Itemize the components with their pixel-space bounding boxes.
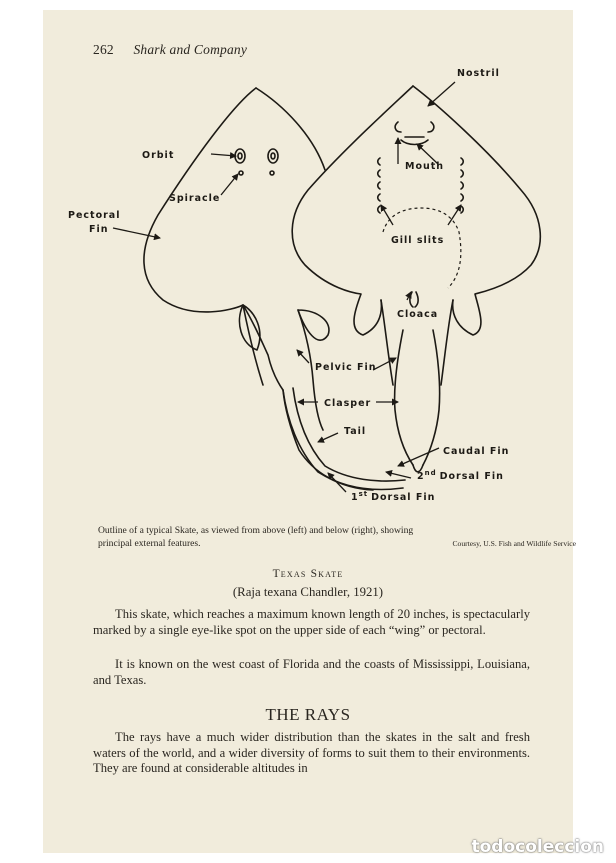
label-spiracle: Spiracle (169, 193, 221, 204)
figure-caption (98, 524, 576, 550)
figure-credit: Courtesy, U.S. Fish and Wildlife Service (452, 539, 576, 548)
running-title: Shark and Company (133, 42, 248, 57)
species-name: (Raja texana Chandler, 1921) (232, 585, 384, 599)
paragraph-rays: The rays have a much wider distribution than the skates in the salt and fresh waters of the world, and a wider diversity of forms to suit them to their environments. They are found at considerable altitudes in (93, 730, 530, 775)
page-number: 262 (93, 42, 114, 57)
book-page (43, 10, 576, 853)
label-pectoral: Pectoral (68, 210, 121, 221)
label-cloaca: Cloaca (397, 309, 439, 320)
label-pelvic-fin: Pelvic Fin (315, 362, 377, 373)
label-2nd-dorsal-fin: 2nd Dorsal Fin (417, 469, 504, 482)
label-gill-slits: Gill slits (391, 235, 445, 246)
label-fin: Fin (89, 224, 109, 235)
caption-line-1: Outline of a typical Skate, as viewed from above (left) and below (right), showing (98, 525, 414, 536)
label-nostril: Nostril (457, 68, 500, 79)
label-1st-dorsal-fin: 1st Dorsal Fin (351, 490, 436, 503)
paragraph-texas-skate-1: This skate, which reaches a maximum known length of 20 inches, is spectacularly marked by a single eye-like spot on the upper side of each “wing” or pectoral. (93, 607, 530, 637)
skate-diagram (43, 10, 573, 520)
left-skate-body-outline (144, 88, 373, 490)
label-mouth: Mouth (405, 161, 445, 172)
right-skate-body-outline (256, 88, 325, 170)
paragraph-texas-skate-2: It is known on the west coast of Florida and the coasts of Mississippi, Louisiana, and Texas. (93, 657, 530, 687)
section-heading-texas-skate: Texas Skate (272, 568, 344, 580)
watermark: todocoleccion (471, 837, 604, 857)
label-tail: Tail (344, 426, 367, 437)
caption-line-2: principal external features. (98, 538, 201, 549)
label-orbit: Orbit (142, 150, 175, 161)
label-clasper: Clasper (324, 398, 372, 409)
label-caudal-fin: Caudal Fin (443, 446, 510, 457)
section-heading-rays: THE RAYS (265, 705, 351, 724)
